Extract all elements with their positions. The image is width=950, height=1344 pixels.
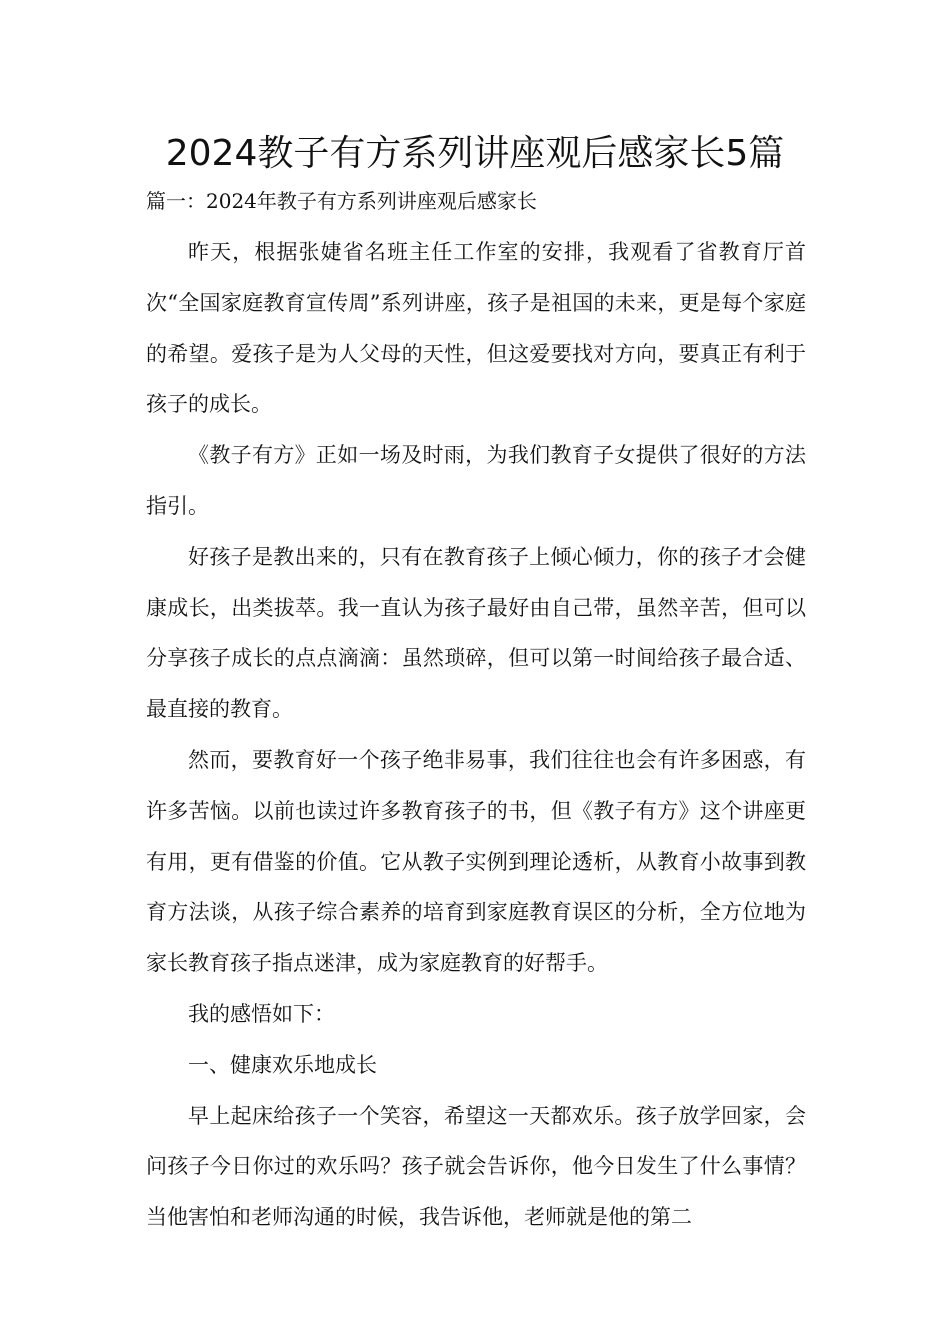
document-title: 2024教子有方系列讲座观后感家长5篇 [165, 133, 785, 174]
body-paragraph: 早上起床给孩子一个笑容，希望这一天都欢乐。孩子放学回家，会问孩子今日你过的欢乐吗？孩子就会告诉你，他今日发生了什么事情？当他害怕和老师沟通的时候，我告诉他，老师就是他的第二 [146, 1103, 806, 1230]
body-paragraph: 我的感悟如下： [188, 1001, 335, 1026]
document-body [146, 227, 806, 1243]
body-paragraph: 然而，要教育好一个孩子绝非易事，我们往往也会有许多困惑，有许多苦恼。以前也读过许多教育孩子的书，但《教子有方》这个讲座更有用，更有借鉴的价值。它从教子实例到理论透析，从教育小故事到教育方法谈，从孩子综合素养的培育到家庭教育误区的分析，全方位地为家长教育孩子指点迷津，成为家庭教育的好帮手。 [146, 747, 806, 976]
body-paragraph: 好孩子是教出来的，只有在教育孩子上倾心倾力，你的孩子才会健康成长，出类拔萃。我一直认为孩子最好由自己带，虽然辛苦，但可以分享孩子成长的点点滴滴：虽然琐碎，但可以第一时间给孩子最合适、最直接的教育。 [146, 544, 806, 722]
section-subheading: 一、健康欢乐地成长 [188, 1052, 377, 1077]
body-paragraph: 《教子有方》正如一场及时雨，为我们教育子女提供了很好的方法指引。 [146, 443, 806, 518]
section-heading: 篇一：2024年教子有方系列讲座观后感家长 [146, 189, 537, 213]
body-paragraph: 昨天，根据张婕省名班主任工作室的安排，我观看了省教育厅首次“全国家庭教育宣传周”系列讲座，孩子是祖国的未来，更是每个家庭的希望。爱孩子是为人父母的天性，但这爱要找对方向，要真正有利于孩子的成长。 [146, 240, 806, 417]
